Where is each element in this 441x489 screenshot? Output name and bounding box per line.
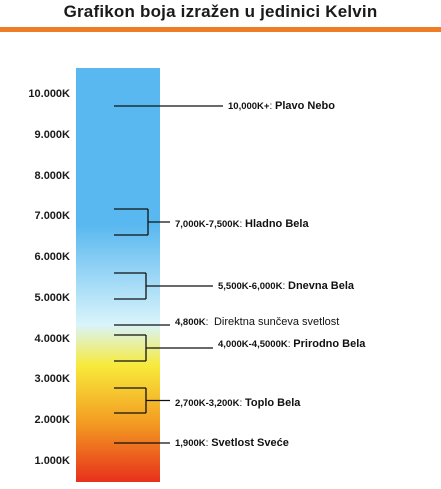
tick-label: 4.000K [34, 332, 70, 345]
annotation-range: 2,700K-3,200K [175, 398, 240, 409]
annotation-separator: : [269, 101, 276, 112]
annotation-name: Hladno Bela [245, 218, 309, 230]
annotation-label [228, 100, 335, 112]
annotation-label [175, 218, 309, 230]
annotation-separator: : [205, 317, 214, 328]
tick-label: 5.000K [34, 291, 70, 304]
annotation-separator: : [239, 398, 245, 409]
tick-label: 10.000K [28, 88, 70, 100]
annotation-name: Dnevna Bela [288, 280, 355, 292]
annotation-range: 1,900K [175, 438, 206, 449]
annotation-name: Direktna sunčeva svetlost [213, 316, 340, 328]
annotation-label [175, 316, 339, 328]
tick-label: 9.000K [34, 128, 70, 141]
annotation-range: 4,000K-4,5000K [218, 339, 288, 350]
annotation-separator: : [282, 281, 288, 292]
annotation-name: Toplo Bela [245, 397, 301, 409]
annotation-separator: : [205, 438, 212, 449]
annotation-name: Svetlost Sveće [211, 437, 289, 449]
kelvin-gradient-bar [76, 68, 160, 482]
annotation-range: 4,800K [175, 317, 206, 328]
annotation-name: Prirodno Bela [293, 338, 366, 350]
tick-label: 3.000K [34, 373, 70, 386]
annotation-range: 5,500K-6,000K [218, 281, 283, 292]
annotation-label [175, 437, 289, 449]
annotation-separator: : [287, 339, 294, 350]
annotation-range: 10,000K+ [228, 101, 270, 112]
annotation-label [175, 397, 300, 409]
annotation-separator: : [239, 219, 245, 230]
annotation-range: 7,000K-7,500K [175, 219, 240, 230]
annotation-label [218, 338, 365, 350]
tick-label: 7.000K [34, 210, 70, 223]
annotation-label [218, 280, 354, 292]
annotation-name: Plavo Nebo [275, 100, 335, 112]
tick-label: 1.000K [34, 455, 70, 467]
page-title: Grafikon boja izražen u jedinici Kelvin [63, 2, 378, 21]
tick-label: 2.000K [34, 414, 70, 427]
tick-label: 8.000K [34, 169, 70, 182]
tick-label: 6.000K [34, 251, 70, 264]
